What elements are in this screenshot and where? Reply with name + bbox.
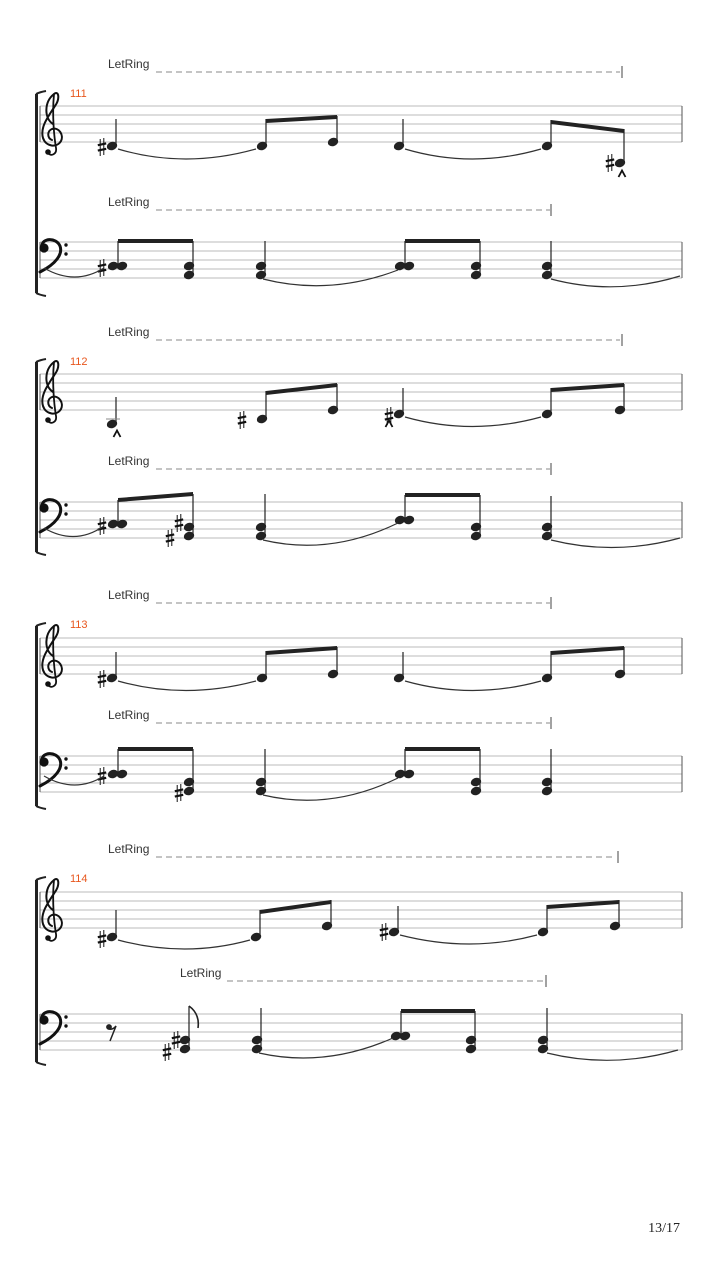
- ties: [118, 935, 537, 949]
- bass-clef-icon: [39, 500, 67, 532]
- sharp-icon: [98, 138, 106, 156]
- measure-number: 113: [70, 619, 88, 631]
- marcato-icon: [619, 171, 626, 178]
- treble-staff: [40, 374, 682, 410]
- measure-number: 112: [70, 356, 88, 368]
- bass-clef-icon: [39, 1012, 67, 1044]
- sharp-icon: [98, 259, 106, 277]
- sharp-icon: [163, 1043, 171, 1061]
- bass-clef-icon: [39, 240, 67, 272]
- ties: [44, 268, 680, 287]
- let-ring-label: LetRing: [108, 454, 150, 468]
- beam: [405, 239, 480, 243]
- sharp-icon: [606, 154, 614, 172]
- sharp-icon: [98, 930, 106, 948]
- bass-staff: [40, 756, 682, 792]
- eighth-rest-icon: [107, 1025, 116, 1041]
- sharp-icon: [98, 767, 106, 785]
- sharp-icon: [238, 411, 246, 429]
- ties: [405, 417, 541, 427]
- system-114: [35, 842, 682, 1065]
- let-ring-label: LetRing: [180, 966, 222, 980]
- page-number: 13/17: [648, 1221, 680, 1236]
- system-112: [35, 325, 682, 555]
- sharp-icon: [172, 1031, 180, 1049]
- bass-staff: [40, 502, 682, 538]
- system-113: [35, 588, 682, 809]
- treble-notes: [98, 646, 626, 688]
- measure-number: 114: [70, 873, 88, 885]
- treble-staff: [40, 638, 682, 674]
- sharp-icon: [380, 923, 388, 941]
- ties: [44, 776, 398, 800]
- ties: [44, 523, 680, 548]
- ties: [118, 681, 541, 691]
- ties: [118, 149, 541, 159]
- bass-staff: [40, 242, 682, 278]
- marcato-icon: [114, 431, 121, 438]
- let-ring-label: LetRing: [108, 195, 150, 209]
- system-111: [35, 57, 682, 296]
- let-ring-label: LetRing: [108, 588, 150, 602]
- treble-notes: [98, 900, 621, 948]
- sharp-icon: [175, 784, 183, 802]
- let-ring-label: LetRing: [108, 842, 150, 856]
- let-ring-label: LetRing: [108, 325, 150, 339]
- beam: [551, 120, 624, 133]
- treble-staff: [40, 106, 682, 142]
- beam: [118, 239, 193, 243]
- treble-staff: [40, 892, 682, 928]
- marcato-icon: [386, 421, 393, 428]
- let-ring-label: LetRing: [108, 708, 150, 722]
- sharp-icon: [98, 670, 106, 688]
- beam: [266, 115, 337, 123]
- let-ring-label: LetRing: [108, 57, 150, 71]
- bass-staff: [40, 1014, 682, 1050]
- measure-number: 111: [70, 88, 87, 100]
